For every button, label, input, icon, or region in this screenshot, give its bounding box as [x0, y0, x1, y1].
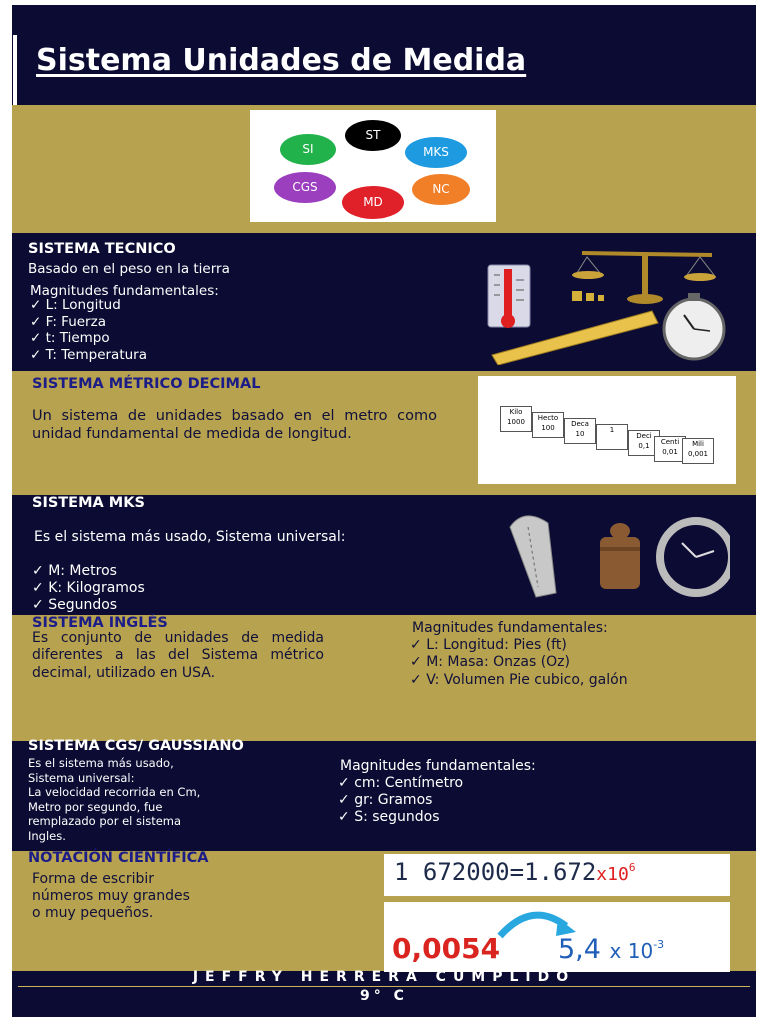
list-item: ✓ L: Longitud: Pies (ft)	[410, 637, 628, 654]
measurement-tools-illustration	[482, 245, 742, 365]
notation-example-small	[384, 902, 730, 972]
circle-st: ST	[345, 120, 401, 151]
metrico-heading: SISTEMA MÉTRICO DECIMAL	[32, 376, 261, 392]
metric-step: Kilo 1000	[500, 406, 532, 432]
metric-step: Deca 10	[564, 418, 596, 444]
tape-measure-icon	[510, 516, 556, 597]
footer-divider	[18, 986, 750, 987]
tecnico-list-title: Magnitudes fundamentales:	[30, 283, 219, 299]
cgs-list-title: Magnitudes fundamentales:	[340, 758, 536, 774]
notacion-description: Forma de escribir números muy grandes o muy pequeños.	[32, 871, 190, 922]
mks-description: Es el sistema más usado, Sistema universal:	[34, 529, 346, 545]
ingles-description: Es conjunto de unidades de medida diferentes a las del Sistema métrico decimal, utilizado en USA.	[32, 630, 324, 681]
circle-si: SI	[280, 134, 336, 165]
stopwatch-icon	[664, 293, 724, 359]
list-item: ✓ Segundos	[32, 597, 145, 614]
mks-list	[32, 563, 145, 614]
thermometer-icon	[488, 265, 530, 328]
metric-step: Mili 0,001	[682, 438, 714, 464]
example-small-result: 5,4 x $10^{-3}$	[558, 934, 665, 965]
infographic-page	[12, 5, 756, 1017]
list-item: ✓ L: Longitud	[30, 297, 147, 314]
example-large-expression: 1 $672000=1.672x10^6$	[394, 858, 636, 886]
list-item: ✓ K: Kilogramos	[32, 580, 145, 597]
author-name: JEFFRY HERRERA CUMPLIDO	[192, 969, 576, 985]
page-title: Sistema Unidades de Medida	[36, 43, 527, 78]
circle-md: MD	[342, 186, 404, 219]
circle-nc: NC	[412, 174, 470, 205]
tecnico-list	[30, 297, 147, 363]
metrico-description: Un sistema de unidades basado en el metro como unidad fundamental de medida de longitud.	[32, 408, 437, 442]
list-item: ✓ T: Temperatura	[30, 347, 147, 364]
cgs-description: Es el sistema más usado, Sistema universal: La velocidad recorrida en Cm, Metro por segundo, fue remplazado por el sistema Ingles.	[28, 756, 201, 843]
ingles-list-title: Magnitudes fundamentales:	[412, 620, 608, 636]
weight-icon	[600, 523, 640, 589]
list-item: ✓ F: Fuerza	[30, 314, 147, 331]
tecnico-heading: SISTEMA TECNICO	[28, 241, 176, 257]
cgs-heading: SISTEMA CGS/ GAUSSIANO	[28, 738, 244, 754]
list-item: ✓ t: Tiempo	[30, 330, 147, 347]
metric-step: Hecto 100	[532, 412, 564, 438]
example-small-value: 0,0054	[392, 932, 501, 965]
title-accent-bar	[13, 35, 17, 105]
list-item: ✓ cm: Centímetro	[338, 775, 463, 792]
list-item: ✓ M: Metros	[32, 563, 145, 580]
list-item: ✓ V: Volumen Pie cubico, galón	[410, 672, 628, 689]
list-item: ✓ S: segundos	[338, 809, 463, 826]
tecnico-description: Basado en el peso en la tierra	[28, 261, 230, 277]
ingles-list	[410, 637, 628, 689]
ingles-heading: SISTEMA INGLÉS	[32, 615, 168, 631]
list-item: ✓ M: Masa: Onzas (Oz)	[410, 654, 628, 671]
list-item: ✓ gr: Gramos	[338, 792, 463, 809]
metric-steps-diagram	[478, 376, 736, 484]
mks-heading: SISTEMA MKS	[32, 495, 145, 511]
systems-diagram	[250, 110, 496, 222]
mks-tools-illustration	[500, 507, 730, 599]
metric-step: Deci 0,1	[628, 430, 660, 456]
circle-cgs: CGS	[274, 172, 336, 203]
notation-example-large	[384, 854, 730, 896]
metric-step: Centi 0,01	[654, 436, 686, 462]
cgs-list	[338, 775, 463, 826]
author-grade: 9° C	[360, 988, 408, 1004]
clock-icon	[660, 521, 730, 593]
metric-step: 1	[596, 424, 628, 450]
circle-mks: MKS	[405, 137, 467, 168]
notacion-heading: NOTACIÓN CIENTÍFICA	[28, 850, 209, 866]
